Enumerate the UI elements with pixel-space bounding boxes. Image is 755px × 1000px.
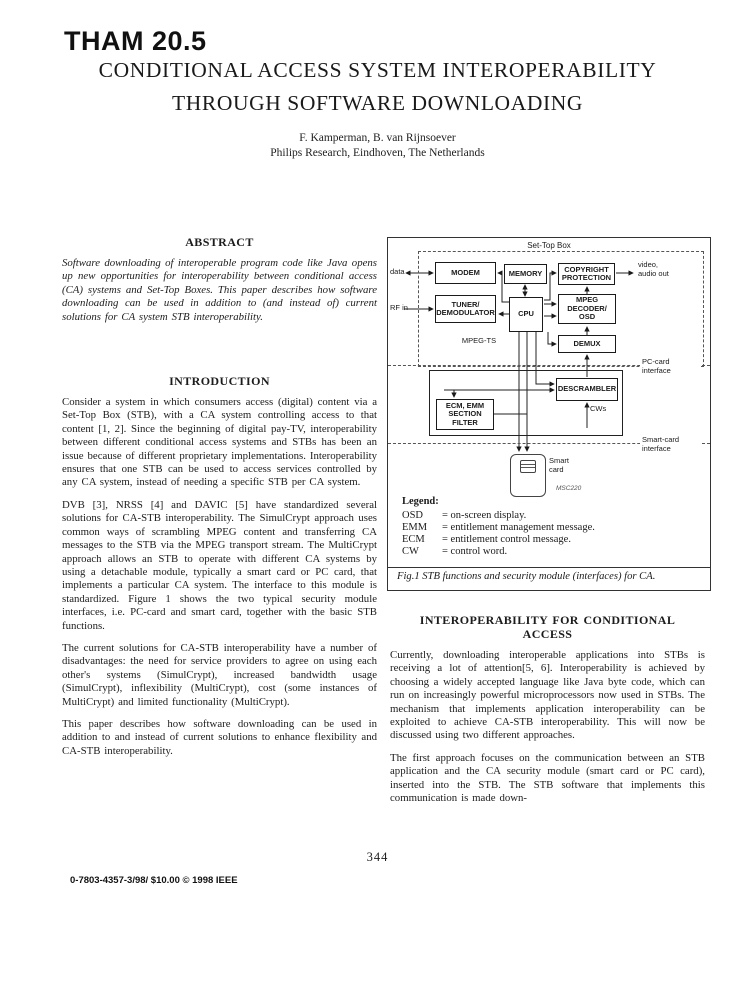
legend-heading: Legend: (402, 496, 439, 507)
mpeg-ts-label: MPEG-TS (461, 336, 497, 345)
legend-entry (402, 522, 697, 534)
introduction-paragraph: DVB [3], NRSS [4] and DAVIC [5] have standardized several solutions for CA-STB interoperability. The SimulCrypt approach uses common ways of scrambling MPEG content and transferring CA messages to the STB via the MPEG transport stream. The MultiCrypt approach allows an STB to operate with different CA systems by using a detachable module, typically a smart card or PC card, that implements a particular CA system. The interface to this module is standardized. Figure 1 shows the two typical security module interfaces, i.e. PC-card and smart card, together with the basic STB functions. (62, 498, 377, 632)
caption-separator (388, 567, 710, 568)
introduction-paragraph: Consider a system in which consumers access (digital) content via a Set-Top Box (STB), with a CA system controlling access to that content [1, 2]. Since the beginning of digital pay-TV, interoperability between different conditional access systems and STBs has been an issue because of different proprietary implementations. Interoperability ensures that one STB can be used to access services controlled by any CA system, instead of needing a specific STB per CA system. (62, 396, 377, 489)
legend-definition: = control word. (442, 546, 508, 557)
ecm-emm-section-filter-block: ECM, EMM SECTION FILTER (436, 399, 494, 430)
right-column (390, 613, 705, 814)
legend-entry (402, 534, 697, 546)
left-column (62, 235, 377, 767)
figure-legend (402, 496, 697, 558)
figure-1 (387, 237, 711, 591)
smart-card-interface-label: Smart-card interface (640, 435, 700, 454)
legend-definition: = entitlement control message. (442, 534, 571, 545)
demux-block: DEMUX (558, 335, 616, 353)
legend-term: OSD (402, 510, 424, 521)
introduction-paragraph: The current solutions for CA-STB interoperability have a number of disadvantages: the need for service providers to agree on using each other's systems (SimulCrypt), increased bandwidth usage (SimulCrypt), inflexibility (MultiCrypt), cost (some instances of MultiCrypt) and limited functionality (MultiCrypt). (62, 641, 377, 708)
tuner-demodulator-block: TUNER/ DEMODULATOR (435, 295, 496, 323)
memory-block: MEMORY (504, 264, 547, 284)
author-block (0, 131, 755, 161)
mpeg-decoder-osd-block: MPEG DECODER/ OSD (558, 294, 616, 324)
cws-label: CWs (590, 404, 607, 413)
author-names: F. Kamperman, B. van Rijnsoever (299, 132, 456, 144)
session-code: THAM 20.5 (64, 26, 207, 56)
interoperability-paragraph: The first approach focuses on the communication between an STB application and the CA security module (smart card or PC card), inserted into the STB. The STB software that implements this communication is made down- (390, 751, 705, 805)
copyright-protection-block: COPYRIGHT PROTECTION (558, 263, 615, 285)
set-top-box-label: Set-Top Box (527, 241, 571, 250)
legend-term: CW (402, 546, 419, 557)
copyright-notice: 0-7803-4357-3/98/ $10.00 © 1998 IEEE (70, 875, 238, 886)
rf-in-label: RF in (390, 303, 408, 312)
legend-term: EMM (402, 522, 428, 533)
legend-definition: = entitlement management message. (442, 522, 595, 533)
legend-term: ECM (402, 534, 425, 545)
video-audio-out-label: video, audio out (638, 260, 669, 278)
legend-entry (402, 510, 697, 522)
paper-title-line1: CONDITIONAL ACCESS SYSTEM INTEROPERABILITY (98, 58, 657, 82)
descrambler-block: DESCRAMBLER (556, 378, 618, 401)
smart-card-chip-icon (520, 460, 536, 473)
paper-title-line2: THROUGH SOFTWARE DOWNLOADING (172, 91, 583, 115)
interoperability-paragraph: Currently, downloading interoperable applications into STBs is receiving a lot of attention[5, 6]. Interoperability is achieved by choosing a widely accepted language like Java byte code, which can run on increasingly powerful microprocessors now used in STBs. The mechanism that implements application interoperability can be exploited to achieve CA-STB interoperability. This will now be discussed using two different approaches. (390, 649, 705, 742)
modem-block: MODEM (435, 262, 496, 284)
smart-card-label: Smart card (549, 456, 570, 474)
page-number: 344 (366, 850, 389, 864)
introduction-paragraph: This paper describes how software downloading can be used in addition to and instead of current solutions to enhance flexibility and CA-STB interoperability. (62, 717, 377, 757)
smart-card-shape (510, 454, 546, 497)
legend-entry (402, 546, 697, 558)
abstract-heading: ABSTRACT (185, 235, 254, 249)
interoperability-heading: INTEROPERABILITY FOR CONDITIONAL ACCESS (419, 613, 676, 641)
abstract-body: Software downloading of interoperable program code like Java opens up new opportunities for interoperability between conditional access (CA) systems and Set-Top Boxes. This paper describes how software downloading can be used in addition to (and instead of) current solutions for CA system STB interoperability. (62, 257, 377, 323)
pc-card-interface-label: PC-card interface (640, 357, 700, 376)
figure-caption: Fig.1 STB functions and security module (interfaces) for CA. (397, 571, 656, 582)
author-affiliation: Philips Research, Eindhoven, The Netherlands (270, 147, 485, 159)
legend-definition: = on-screen display. (442, 510, 527, 521)
cpu-block: CPU (509, 297, 543, 332)
paper-title (0, 54, 755, 120)
introduction-heading: INTRODUCTION (169, 374, 270, 389)
data-io-label: data (390, 267, 405, 276)
drawing-id-label: MSC220 (556, 485, 582, 492)
